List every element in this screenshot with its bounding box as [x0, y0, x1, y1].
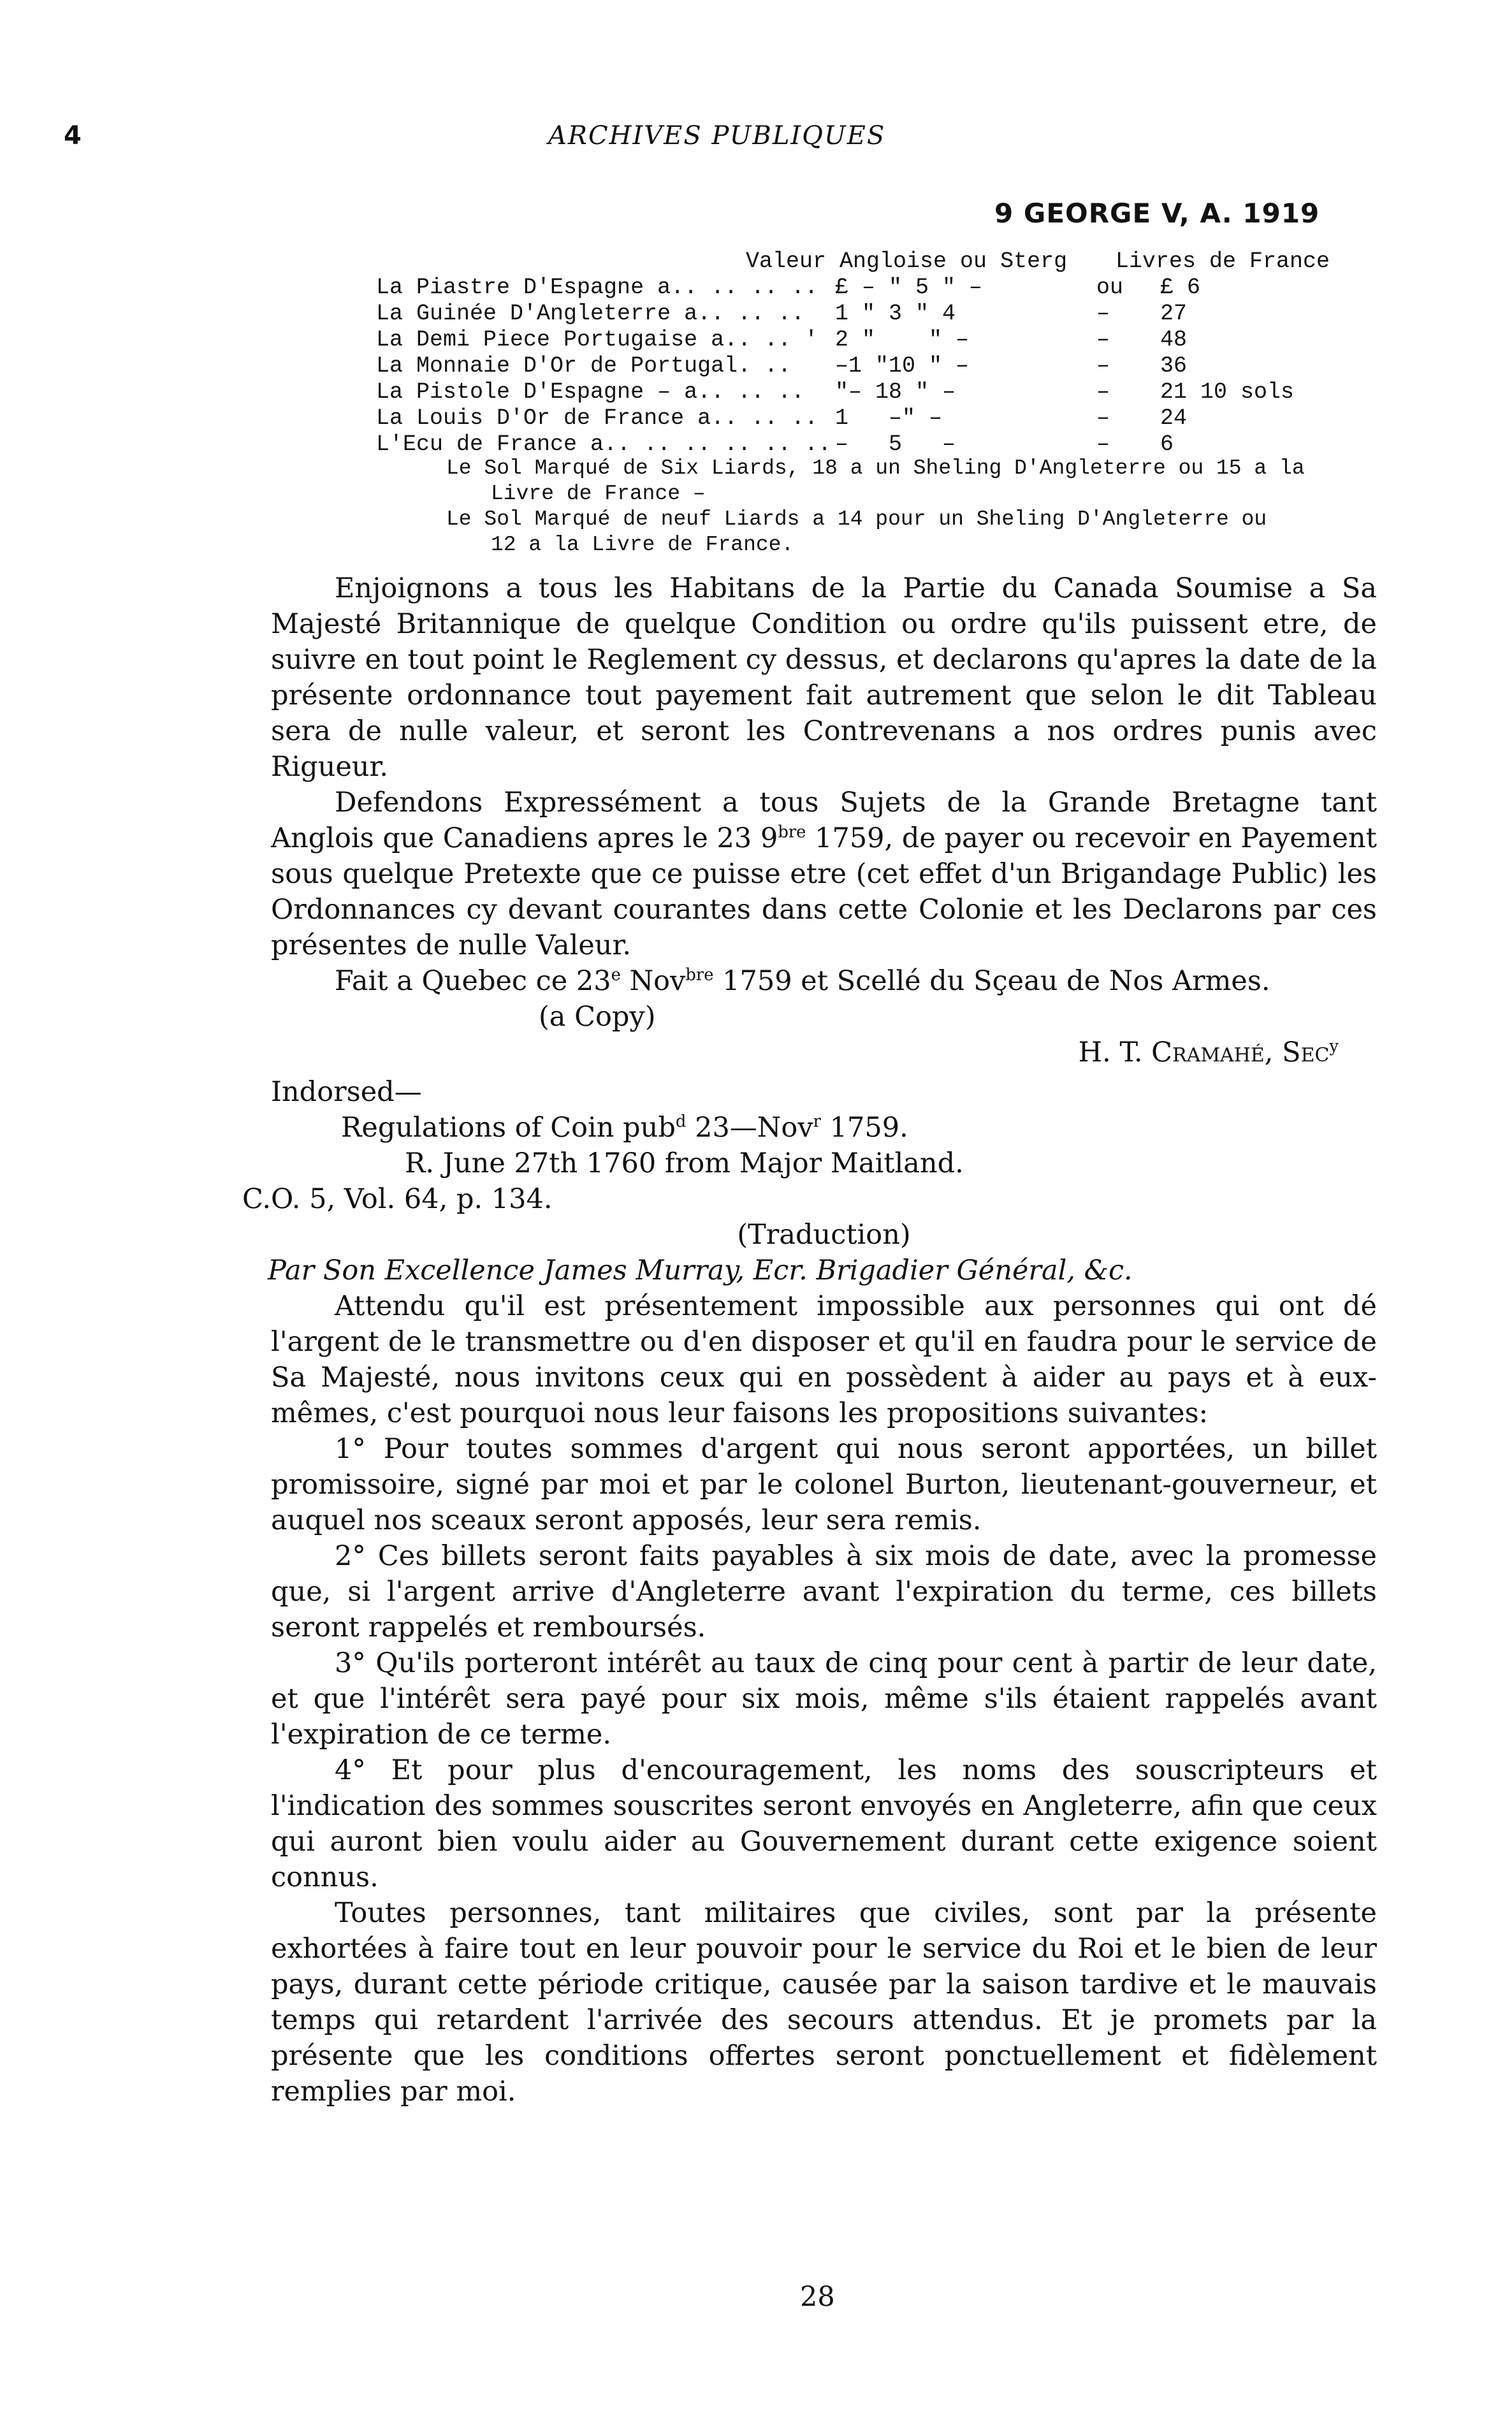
indorsed-label: Indorsed— — [271, 1076, 422, 1108]
coin-value: 1 " 3 " 4 — [835, 301, 956, 326]
coin-livres: 48 — [1160, 327, 1188, 353]
sol-six-note — [446, 456, 1370, 507]
p3-text-a: Fait a Quebec ce 23 — [335, 965, 611, 997]
p3-text-b: Nov — [620, 965, 686, 997]
paragraph-enjoignons: Enjoignons a tous les Habitans de la Partie du Canada Soumise a Sa Majesté Britannique de quelque Condition ou ordre qu'ils puissent etre, de suivre en tout point le Reglement cy dessus, et declarons qu'apres la date de la présente ordonnance tout payement fait autrement que selon le dit Tableau sera de nulle valeur, et seront les Contrevenans a nos ordres punis avec Rigueur. — [271, 572, 1377, 783]
running-head — [64, 121, 1402, 229]
coin-name: L'Ecu de France a.. .. .. .. .. .. — [376, 432, 832, 457]
p2-text-b: 1759, de payer ou recevoir en Payement sous quelque Pretexte que ce puisse etre (cet effet d'un Brigandage Public) les Ordonnances cy devant courantes dans cette Colonie et les Declarons par ces présentes de nulle Valeur. — [271, 822, 1377, 961]
p2-text-a: Defendons Expressément a tous Sujets de la Grande Bretagne tant Anglois que Canadiens apres le 23 9 — [271, 787, 1377, 854]
coin-livres: 36 — [1160, 353, 1188, 379]
signature-text: H. T. Cramahé, Sec — [1078, 1037, 1330, 1068]
coin-livres: 24 — [1160, 405, 1188, 431]
coin-name: La Pistole D'Espagne – a.. .. .. — [376, 379, 805, 405]
reg-sup1: d — [675, 1112, 687, 1132]
coin-sep: – — [1096, 379, 1110, 405]
paragraph-item-1: 1° Pour toutes sommes d'argent qui nous seront apportées, un billet promissoire, signé par moi et par le colonel Burton, lieutenant-gouverneur, et auquel nos sceaux seront apposés, leur sera remis. — [271, 1433, 1377, 1536]
table-row — [376, 405, 1370, 432]
p3-text-c: 1759 et Scellé du Sçeau de Nos Armes. — [713, 965, 1270, 997]
sol-six-cont: Livre de France – — [491, 482, 706, 506]
table-row — [376, 353, 1370, 379]
table-row — [376, 327, 1370, 353]
coin-livres: 6 — [1160, 432, 1174, 457]
coin-table — [376, 249, 1370, 458]
coin-value: 1 –" – — [835, 405, 943, 431]
par-son-excellence: Par Son Excellence James Murray, Ecr. Brigadier Général, &c. — [268, 1255, 1133, 1286]
p3-sup1: e — [611, 965, 621, 985]
coin-sep: – — [1096, 327, 1110, 353]
paragraph-toutes: Toutes personnes, tant militaires que civiles, sont par la présente exhortées à faire tout en leur pouvoir pour le service du Roi et le bien de leur pays, durant cette période critique, causée par la saison tardive et le mauvais temps qui retardent l'arrivée des secours attendus. Et je promets par la présente que les conditions offertes seront ponctuellement et fidèlement remplies par moi. — [271, 1897, 1377, 2108]
reference-line: C.O. 5, Vol. 64, p. 134. — [242, 1183, 553, 1215]
regulations-line — [271, 1110, 1377, 1146]
signature — [271, 1035, 1377, 1070]
signature-sup: y — [1329, 1037, 1339, 1056]
coin-sep: – — [1096, 432, 1110, 457]
coin-livres: 27 — [1160, 301, 1188, 326]
coin-value: 2 " " – — [835, 327, 970, 353]
table-row — [376, 432, 1370, 458]
paragraph-fait — [271, 963, 1377, 999]
session-label: 9 GEORGE V, A. 1919 — [994, 198, 1320, 229]
reg-text-b: 23—Nov — [686, 1112, 813, 1144]
col-livres-header: Livres de France — [1116, 249, 1330, 274]
col-valeur-header: Valeur Angloise ou Sterg — [746, 249, 1068, 274]
paragraph-item-4: 4° Et pour plus d'encouragement, les noms des souscripteurs et l'indication des sommes souscrites seront envoyés en Angleterre, afin que ceux qui auront bien voulu aider au Gouvernement durant cette exigence soient connus. — [271, 1754, 1377, 1893]
coin-livres: 21 10 sols — [1160, 379, 1295, 405]
coin-sep: – — [1096, 405, 1110, 431]
reg-sup2: r — [813, 1112, 821, 1132]
coin-sep: ou — [1096, 275, 1124, 300]
coin-value: £ – " 5 " – — [835, 275, 983, 300]
sol-neuf-note — [446, 507, 1370, 558]
sol-neuf-line: Le Sol Marqué de neuf Liards a 14 pour un Sheling D'Angleterre ou — [446, 507, 1267, 531]
reg-text-a: Regulations of Coin pub — [341, 1112, 676, 1144]
folio-number: 28 — [800, 2281, 835, 2313]
p3-sup2: bre — [685, 965, 714, 985]
coin-livres: £ 6 — [1160, 275, 1201, 300]
coin-name: La Louis D'Or de France a.. .. .. — [376, 405, 818, 431]
sol-neuf-cont: 12 a la Livre de France. — [491, 533, 794, 557]
table-row — [376, 275, 1370, 301]
coin-value: –1 "10 " – — [835, 353, 970, 379]
page-number: 4 — [64, 121, 82, 150]
coin-value: – 5 – — [835, 432, 956, 457]
paragraph-item-2: 2° Ces billets seront faits payables à six mois de date, avec la promesse que, si l'argent arrive d'Angleterre avant l'expiration du terme, ces billets seront rappelés et remboursés. — [271, 1540, 1377, 1643]
journal-title: ARCHIVES PUBLIQUES — [548, 121, 886, 150]
paragraph-item-3: 3° Qu'ils porteront intérêt au taux de cinq pour cent à partir de leur date, et que l'intérêt sera payé pour six mois, même s'ils étaient rappelés avant l'expiration de ce terme. — [271, 1647, 1377, 1751]
body-section-1 — [242, 571, 1377, 2109]
coin-value: "– 18 " – — [835, 379, 956, 405]
coin-table-header — [376, 249, 1370, 275]
coin-sep: – — [1096, 301, 1110, 326]
coin-name: La Piastre D'Espagne a.. .. .. .. — [376, 275, 818, 300]
received-line: R. June 27th 1760 from Major Maitland. — [405, 1147, 964, 1179]
traduction-heading: (Traduction) — [737, 1219, 911, 1251]
coin-name: La Demi Piece Portugaise a.. .. ' — [376, 327, 818, 353]
reg-text-c: 1759. — [820, 1112, 908, 1144]
table-row — [376, 301, 1370, 327]
coin-sep: – — [1096, 353, 1110, 379]
paragraph-attendu: Attendu qu'il est présentement impossible aux personnes qui ont dé l'argent de le transmettre ou d'en disposer et qu'il en faudra pour le service de Sa Majesté, nous invitons ceux qui en possèdent à aider au pays et à eux-mêmes, c'est pourquoi nous leur faisons les propositions suivantes: — [271, 1290, 1377, 1429]
sol-six-line: Le Sol Marqué de Six Liards, 18 a un Sheling D'Angleterre ou 15 a la — [446, 456, 1305, 480]
coin-name: La Monnaie D'Or de Portugal. .. — [376, 353, 792, 379]
paragraph-defendons — [271, 785, 1377, 963]
coin-name: La Guinée D'Angleterre a.. .. .. — [376, 301, 805, 326]
p2-sup: bre — [778, 822, 806, 842]
copy-note: (a Copy) — [539, 1001, 656, 1033]
table-row — [376, 379, 1370, 405]
